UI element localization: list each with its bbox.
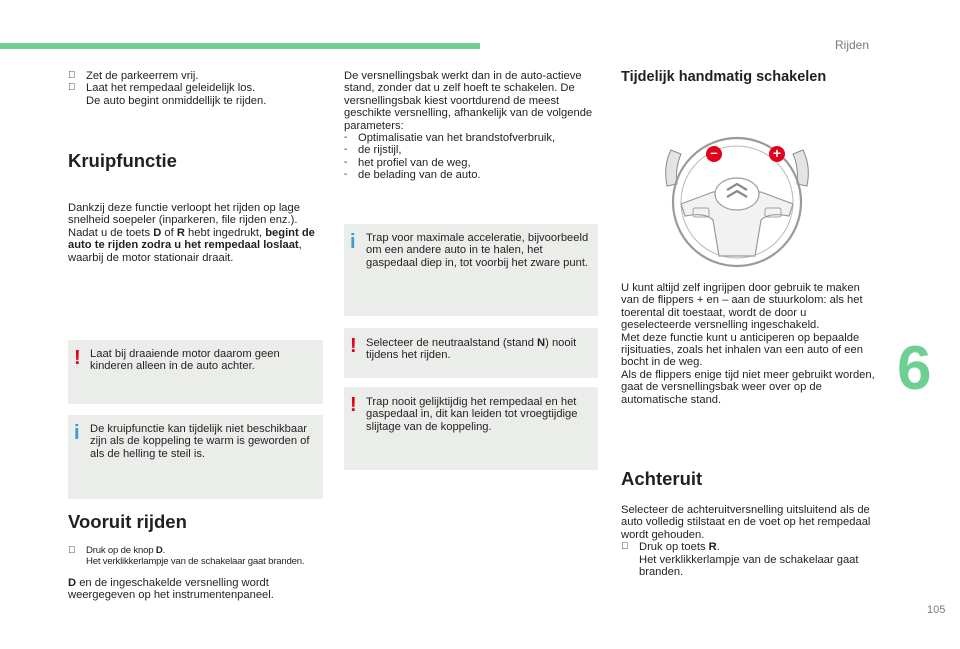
intro-steps — [68, 70, 326, 107]
chapter-number: 6 — [897, 334, 932, 403]
page-number: 105 — [927, 604, 946, 616]
kruipfunctie-text: Dankzij deze functie verloopt het rijden op lage snelheid soepeler (inparkeren, file rijden enz.). Nadat u de toets D of R hebt ingedrukt, begint de auto te rijden zodra u het rempedaal loslaat, waarbij de motor stationair draait. — [68, 202, 315, 264]
list-item: - de belading van de auto. — [344, 169, 481, 182]
top-accent-bar — [0, 43, 480, 49]
list-item: Druk op de knop D. Het verklikkerlampje van de schakelaar gaat branden. — [86, 545, 305, 567]
info-icon: i — [350, 231, 356, 253]
list-item: - het profiel van de weg, — [344, 156, 471, 169]
warning-icon: ! — [350, 394, 357, 416]
warning-icon: ! — [350, 335, 357, 357]
warning-icon: ! — [74, 347, 81, 369]
vooruit-text: D en de ingeschakelde versnelling wordt weergegeven op het instrumentenpaneel. — [68, 577, 274, 602]
warning-box: ! Trap nooit gelijktijdig het rempedaal en het gaspedaal in, dit kan leiden tot vroegtijdige slijtage van de koppeling. — [344, 387, 598, 470]
vooruit-heading: Vooruit rijden — [68, 511, 187, 532]
list-item: - Optimalisatie van het brandstofverbruik, — [344, 132, 556, 145]
list-item: Zet de parkeerrem vrij. — [86, 70, 199, 82]
parameter-list — [344, 132, 596, 182]
handmatig-text: U kunt altijd zelf ingrijpen door gebruik te maken van de flippers + en – aan de stuurkolom: als het toerental dit toestaat, wordt de door u geselecteerde versnelling ingeschakeld. Met deze functie kunt u anticiperen op bepaalde rijsituaties, zoals het inhalen van een auto of een bocht in de weg. Als de flippers enige tijd niet meer gebruikt worden, gaat de versnellingsbak weer over op de automatische stand. — [621, 282, 875, 406]
handmatig-heading: Tijdelijk handmatig schakelen — [621, 69, 827, 85]
achteruit-heading: Achteruit — [621, 468, 703, 489]
info-icon: i — [74, 422, 80, 444]
plus-flipper-label: + — [772, 145, 782, 161]
achteruit-text: Selecteer de achteruitversnelling uitsluitend als de auto volledig stilstaat en de voet op het rempedaal wordt gehouden. Druk op toets R. Het verklikkerlampje van de schakelaar gaat branden. — [621, 504, 876, 578]
kruipfunctie-heading: Kruipfunctie — [68, 150, 177, 171]
minus-flipper-label: – — [710, 145, 718, 160]
list-item: Laat het rempedaal geleidelijk los. — [86, 82, 256, 95]
info-box: i Trap voor maximale acceleratie, bijvoorbeeld om een andere auto in te halen, het gaspedaal diep in, tot voorbij het zware punt. — [344, 224, 598, 316]
list-item: Druk op toets R. Het verklikkerlampje van de schakelaar gaat branden. — [639, 541, 859, 579]
list-item: - de rijstijl, — [344, 144, 402, 157]
vooruit-steps — [68, 545, 326, 567]
warning-box: ! Selecteer de neutraalstand (stand N) nooit tijdens het rijden. — [344, 328, 598, 378]
steering-wheel-icon — [657, 128, 817, 268]
steering-wheel-illustration — [657, 128, 817, 268]
gearbox-text: De versnellingsbak werkt dan in de auto-actieve stand, zonder dat u zelf hoeft te schakelen. De versnellingsbak kiest voortdurend de meest geschikte versnelling, afhankelijk van de volgende parameters: - Optimalisatie van het brandstofverbruik, - de rijstijl, - het profiel van de weg, - de belading van de auto. — [344, 70, 596, 182]
info-box: i De kruipfunctie kan tijdelijk niet beschikbaar zijn als de koppeling te warm is geworden of als de helling te steil is. — [68, 415, 323, 499]
warning-box: ! Laat bij draaiende motor daarom geen kinderen alleen in de auto achter. — [68, 340, 323, 404]
section-header: Rijden — [835, 38, 870, 52]
list-item: De auto begint onmiddellijk te rijden. — [86, 94, 267, 107]
